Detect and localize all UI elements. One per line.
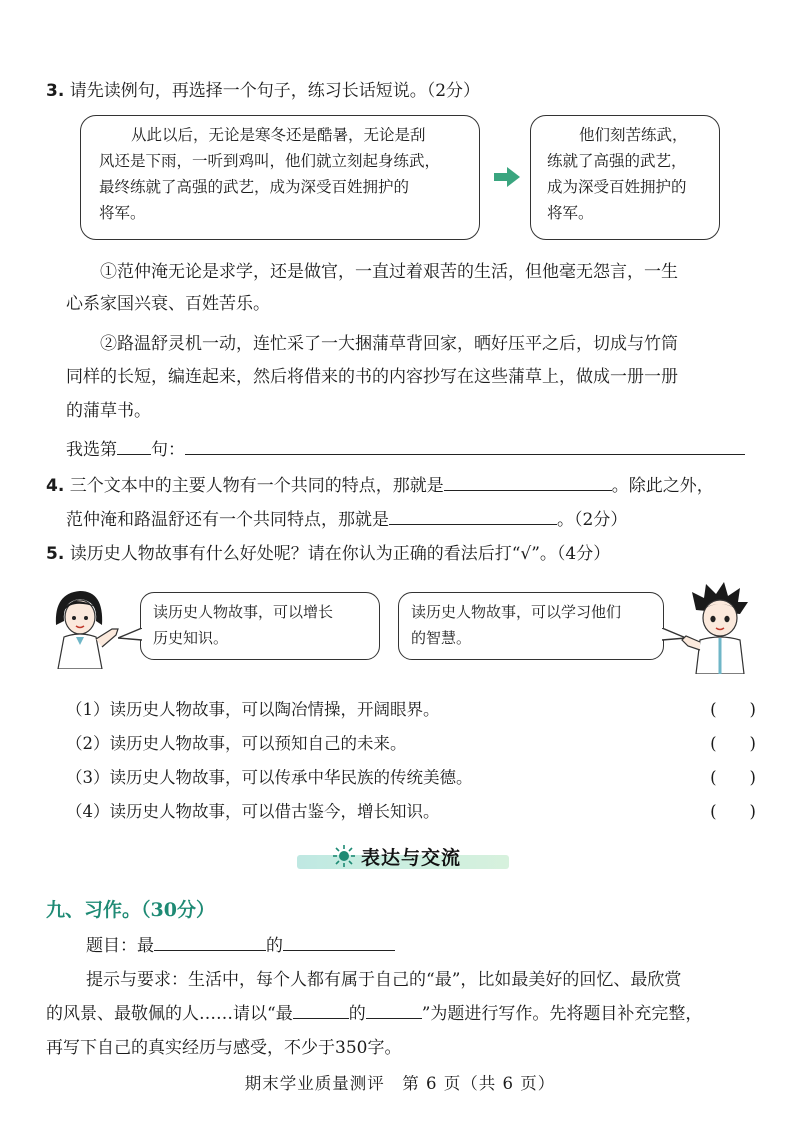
q4-text: 范仲淹和路温舒还有一个共同特点，那就是 [66,510,389,530]
option1-line: ①范仲淹无论是求学，还是做官，一直过着艰苦的生活，但他毫无怨言，一生 [100,262,678,282]
q4-number: 4. [46,476,65,496]
example-short-line: 练就了高强的武艺， [547,152,687,170]
speech-bubble-boy [398,592,664,660]
q5-item [66,762,756,794]
q4-text: 三个文本中的主要人物有一个共同的特点，那就是 [69,476,444,496]
option2-line: 同样的长短，编连起来，然后将借来的书的内容抄写在这些蒲草上，做成一册一册 [66,367,678,387]
sparkle-icon [333,845,355,867]
q5-item-label: （4）读历史人物故事，可以借古鉴今，增长知识。 [66,802,440,821]
topic-blank-1[interactable] [154,932,266,951]
choose-prefix: 我选第 [66,440,117,460]
answer-paren[interactable]: ( ) [710,734,756,753]
q4-text: 。除此之外， [611,476,714,496]
q3-number: 3. [46,81,65,101]
option2-line: 的蒲草书。 [66,401,151,421]
hint-blank-1 [293,1000,349,1019]
speech-bubble-girl [140,592,380,660]
girl-illustration-icon [46,585,126,669]
topic-mid: 的 [266,936,283,956]
q4-blank-1[interactable] [444,472,612,491]
q5-item [66,694,756,726]
choose-line [66,436,756,464]
hint-line: 再写下自己的真实经历与感受，不少于350字。 [46,1038,402,1058]
answer-paren[interactable]: ( ) [710,768,756,787]
hint-line: 提示与要求：生活中，每个人都有属于自己的“最”，比如最美好的回忆、最欣赏 [86,970,682,990]
hint-text: 的 [348,1004,366,1024]
bubble-girl-line: 读历史人物故事，可以增长 [153,603,334,621]
boy-illustration-icon [680,580,760,674]
example-long-line: 从此以后，无论是寒冬还是酷暑，无论是刮 [131,126,426,144]
topic-prefix: 题目：最 [86,936,154,956]
q4-line1 [46,472,714,500]
example-long-box [80,115,480,240]
topic-line [86,932,395,960]
answer-paren[interactable]: ( ) [710,802,756,821]
hint-text: 的风景、最敬佩的人……请以“最 [46,1004,293,1024]
bubble-boy-line: 的智慧。 [411,629,472,647]
q3-heading [46,77,480,105]
choose-suffix: 句： [151,440,185,460]
option2-line: ②路温舒灵机一动，连忙采了一大捆蒲草背回家，晒好压平之后，切成与竹筒 [100,334,678,354]
section9-title: 九、习作。（30分） [46,899,215,921]
option1-line: 心系家国兴衰、百姓苦乐。 [66,294,270,314]
q5-item-label: （2）读历史人物故事，可以预知自己的未来。 [66,734,407,753]
arrow-right-icon [494,167,520,187]
example-short-line: 他们刻苦练武， [579,126,688,144]
example-short-line: 将军。 [547,204,594,222]
section-banner-title: 表达与交流 [361,847,462,869]
example-short-box [530,115,720,240]
q5-number: 5. [46,544,65,564]
q5-item-label: （1）读历史人物故事，可以陶冶情操，开阔眼界。 [66,700,440,719]
answer-paren[interactable]: ( ) [710,700,756,719]
example-short-line: 成为深受百姓拥护的 [547,178,687,196]
choose-number-blank[interactable] [117,436,151,455]
q4-text: 。（2分） [557,510,628,530]
section-banner [297,845,509,869]
q5-heading [46,540,610,568]
q5-item [66,728,756,760]
q5-item-label: （3）读历史人物故事，可以传承中华民族的传统美德。 [66,768,473,787]
bubble-tail-icon [118,628,142,642]
answer-blank[interactable] [185,436,745,455]
q5-item [66,796,756,828]
example-long-line: 风还是下雨，一听到鸡叫，他们就立刻起身练武， [99,152,441,170]
q3-prompt: 请先读例句，再选择一个句子，练习长话短说。（2分） [69,81,481,101]
hint-line-2 [46,1000,702,1028]
hint-blank-2 [366,1000,422,1019]
example-long-line: 最终练就了高强的武艺，成为深受百姓拥护的 [99,178,410,196]
q4-blank-2[interactable] [389,506,557,525]
bubble-boy-line: 读历史人物故事，可以学习他们 [411,603,622,621]
q4-line2 [66,506,627,534]
page-footer: 期末学业质量测评 第 6 页（共 6 页） [244,1074,556,1093]
q5-prompt: 读历史人物故事有什么好处呢？请在你认为正确的看法后打“√”。（4分） [69,544,611,564]
bubble-girl-line: 历史知识。 [153,629,229,647]
example-long-line: 将军。 [99,204,146,222]
topic-blank-2[interactable] [283,932,395,951]
hint-text: ”为题进行写作。先将题目补充完整， [421,1004,703,1024]
